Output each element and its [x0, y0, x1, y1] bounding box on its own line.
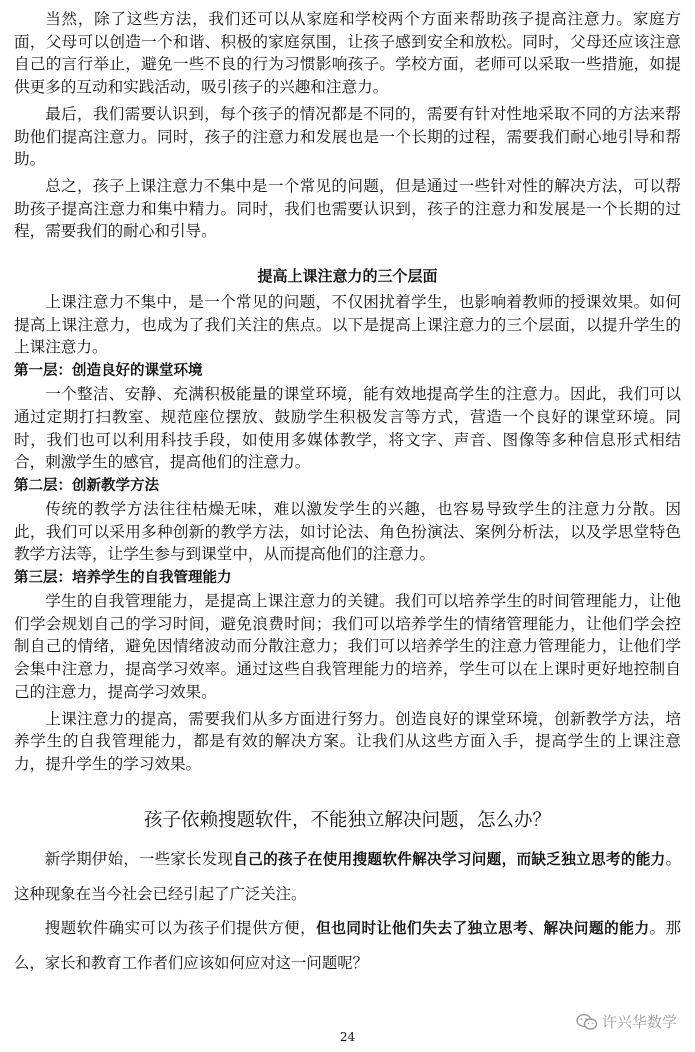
article-p1-end: 。这种现象在当今社会已经引起了广泛关注。 [14, 849, 681, 903]
intro-paragraph-2: 最后，我们需要认识到，每个孩子的情况都是不同的，需要有针对性地采取不同的方法来帮助他们提高注意力。同时，孩子的注意力和发展也是一个长期的过程，需要我们耐心地引导和帮助。 [14, 104, 681, 169]
layer1-text: 一个整洁、安静、充满积极能量的课堂环境，能有效地提高学生的注意力。因此，我们可以通过定期打扫教室、规范座位摆放、鼓励学生积极发言等方式，营造一个良好的课堂环境。同时，我们也可以利用科技手段，如使用多媒体教学，将文字、声音、图像等多种信息形式相结合，刺激学生的感官，提高他们的注意力。 [14, 385, 681, 472]
article-paragraph-2 [14, 911, 681, 980]
watermark-text: 许兴华数学 [601, 1013, 677, 1031]
page-number: 24 [339, 1030, 356, 1044]
section-title: 提高上课注意力的三个层面 [257, 267, 438, 286]
article-p1-bold: 自己的孩子在使用搜题软件解决学习问题，而缺乏独立思考的能力 [233, 850, 666, 868]
article-p2-plain: 搜题软件确实可以为孩子们提供方便， [44, 918, 317, 937]
article-p2-end: 。那么，家长和教育工作者们应该如何应对这一问题呢？ [14, 918, 681, 972]
document-page [14, 8, 681, 980]
article-body [14, 842, 681, 980]
layer1-heading: 第一层：创造良好的课堂环境 [14, 363, 203, 380]
layer2-heading: 第二层：创新教学方法 [14, 477, 159, 494]
layer3-text: 学生的自我管理能力，是提高上课注意力的关键。我们可以培养学生的时间管理能力，让他们学会规划自己的学习时间，避免浪费时间；我们可以培养学生的情绪管理能力，让他们学会控制自己的情绪，避免因情绪波动而分散注意力；我们可以培养学生的注意力管理能力，让他们学会集中注意力，提高学习效率。通过这些自我管理能力的培养，学生可以在上课时更好地控制自己的注意力，提高学习效果。 [14, 592, 681, 701]
section-intro: 上课注意力不集中，是一个常见的问题，不仅困扰着学生，也影响着教师的授课效果。如何提高上课注意力，也成为了我们关注的焦点。以下是提高上课注意力的三个层面，以提升学生的上课注意力。 [14, 293, 681, 357]
article-title: 孩子依赖搜题软件，不能独立解决问题，怎么办？ [143, 809, 551, 831]
intro-paragraph-3: 总之，孩子上课注意力不集中是一个常见的问题，但是通过一些针对性的解决方法，可以帮助孩子提高注意力和集中精力。同时，我们也需要认识到，孩子的注意力和发展是一个长期的过程，需要我们的耐心和引导。 [14, 176, 681, 241]
layer3-heading: 第三层：培养学生的自我管理能力 [14, 570, 232, 587]
article-p2-bold: 但也同时让他们失去了独立思考、解决问题的能力 [316, 919, 650, 937]
article-paragraph-1 [14, 842, 681, 911]
intro-paragraph-1: 当然，除了这些方法，我们还可以从家庭和学校两个方面来帮助孩子提高注意力。家庭方面，父母可以创造一个和谐、积极的家庭氛围，让孩子感到安全和放松。同时，父母还应该注意自己的言行举止，避免一些不良的行为习惯影响孩子。学校方面，老师可以采取一些措施，如提供更多的互动和实践活动，吸引孩子的兴趣和注意力。 [14, 10, 681, 97]
layer2-text: 传统的教学方法往往枯燥无味，难以激发学生的兴趣，也容易导致学生的注意力分散。因此，我们可以采用多种创新的教学方法，如讨论法、角色扮演法、案例分析法，以及学思堂特色教学方法等，让学生参与到课堂中，从而提高他们的注意力。 [14, 499, 681, 564]
section-conclusion: 上课注意力的提高，需要我们从多方面进行努力。创造良好的课堂环境，创新教学方法，培养学生的自我管理能力，都是有效的解决方案。让我们从这些方面入手，提高学生的上课注意力，提升学生的学习效果。 [14, 709, 681, 773]
watermark [576, 1011, 677, 1032]
wechat-icon [576, 1013, 598, 1031]
article-p1-plain: 新学期伊始，一些家长发现 [44, 849, 234, 868]
